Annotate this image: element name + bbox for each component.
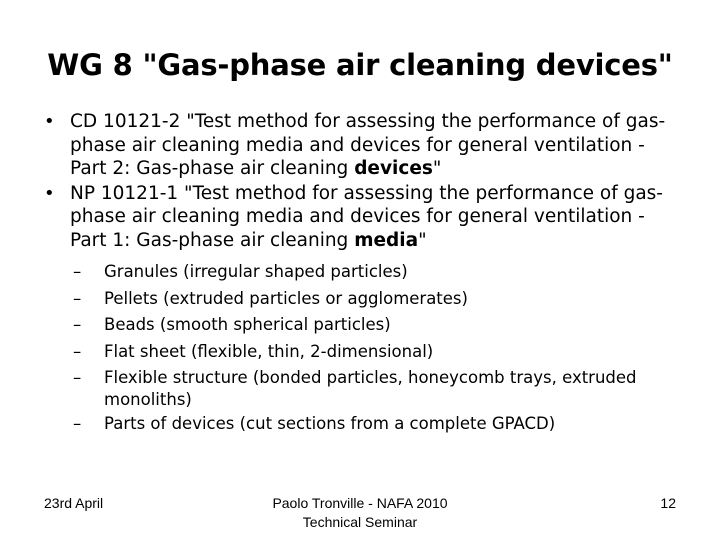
dash-marker: – [73, 414, 82, 433]
sub-bullet-text: Granules (irregular shaped particles) [104, 262, 408, 281]
bullet-text: NP 10121-1 "Test method for assessing the performance of gas-phase air cleaning media and devices for general ventilation - Part 1: Gas-phase air cleaning [70, 182, 663, 251]
dash-marker: – [73, 368, 82, 387]
sub-bullet-text: Flat sheet (flexible, thin, 2-dimensional) [104, 341, 434, 361]
dash-marker: – [73, 262, 82, 281]
bullet-item [0, 110, 720, 181]
sub-bullet-item [0, 367, 720, 410]
bullet-text-end: " [418, 229, 427, 251]
bullet-marker: • [44, 111, 55, 132]
dash-marker: – [73, 288, 82, 308]
page-number: 12 [660, 495, 676, 511]
bullet-bold-text: media [354, 229, 419, 251]
footer-author-line1: Paolo Tronville - NAFA 2010 [272, 495, 448, 511]
bullet-bold-text: devices [354, 158, 433, 179]
sub-bullet-item [0, 314, 720, 336]
bullet-text: CD 10121-2 "Test method for assessing the performance of gas-phase air cleaning media and devices for general ventilation - Part 2: Gas-phase air cleaning [70, 111, 666, 179]
sub-bullet-text: Pellets (extruded particles or agglomerates) [104, 288, 468, 308]
sub-bullet-item [0, 288, 720, 310]
slide-title: WG 8 "Gas-phase air cleaning devices" [47, 48, 673, 82]
footer-author [220, 494, 500, 532]
sub-bullet-item [0, 413, 720, 435]
sub-bullet-item [0, 341, 720, 363]
sub-bullet-item [0, 261, 720, 283]
bullet-item [0, 182, 720, 253]
bullet-text-end: " [432, 158, 442, 179]
sub-bullet-list [0, 261, 720, 440]
dash-marker: – [73, 341, 82, 361]
sub-bullet-text: Flexible structure (bonded particles, honeycomb trays, extruded monoliths) [104, 368, 637, 409]
sub-bullet-text: Beads (smooth spherical particles) [104, 315, 391, 334]
footer-date: 23rd April [44, 495, 104, 511]
dash-marker: – [73, 315, 82, 334]
bullet-list [0, 110, 720, 253]
bullet-marker: • [44, 182, 55, 204]
footer-author-line2: Technical Seminar [302, 514, 418, 530]
sub-bullet-text: Parts of devices (cut sections from a complete GPACD) [104, 414, 556, 433]
